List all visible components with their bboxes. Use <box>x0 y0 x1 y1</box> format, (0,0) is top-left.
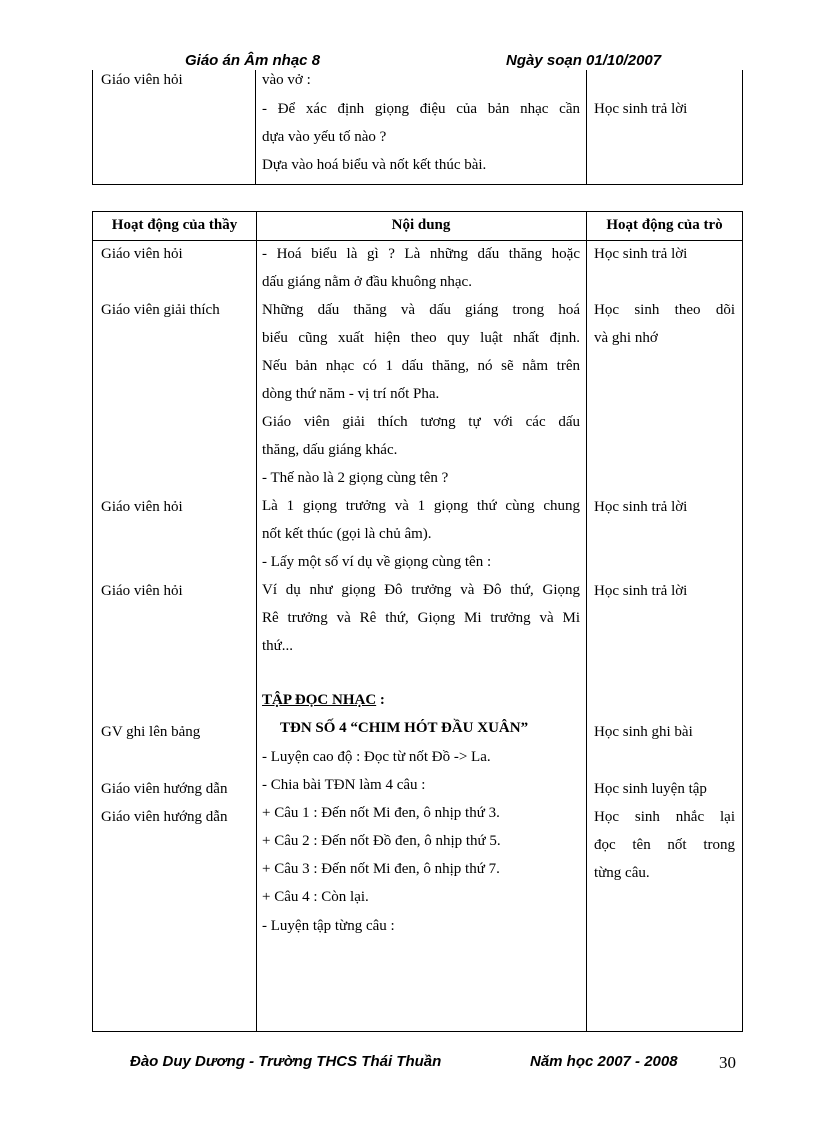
column-header-student: Hoạt động của trò <box>606 217 723 233</box>
content-line: biểu cũng xuất hiện theo quy luật nhất định. <box>262 330 580 346</box>
content-line: Ví dụ như giọng Đô trưởng và Đô thứ, Giọng <box>262 582 580 598</box>
top-content-line: dựa vào yếu tố nào ? <box>262 129 387 145</box>
content-line: - Chia bài TĐN làm 4 câu : <box>262 777 426 793</box>
top-student-cell: Học sinh trả lời <box>594 101 688 117</box>
content-line: dòng thứ năm - vị trí nốt Pha. <box>262 386 440 402</box>
content-line: thứ... <box>262 638 294 654</box>
section-heading <box>262 686 385 714</box>
teacher-cell: Giáo viên hướng dẫn <box>101 809 228 825</box>
page-number: 30 <box>719 1053 736 1072</box>
content-line: thăng, dấu giáng khác. <box>262 442 398 458</box>
top-content-paragraph <box>262 95 580 179</box>
footer-left: Đào Duy Dương - Trường THCS Thái Thuần <box>130 1053 442 1070</box>
top-teacher-cell: Giáo viên hỏi <box>101 72 183 88</box>
teacher-cell: Giáo viên hỏi <box>101 499 183 515</box>
song-title: TĐN SỐ 4 “CHIM HÓT ĐẦU XUÂN” <box>280 720 529 736</box>
content-line: + Câu 3 : Đến nốt Mi đen, ô nhịp thứ 7. <box>262 861 500 877</box>
student-cell: Học sinh trả lời <box>594 583 688 599</box>
content-line: Giáo viên giải thích tương tự với các dấu <box>262 414 580 430</box>
section-heading-colon: : <box>376 692 385 708</box>
teacher-cell: GV ghi lên bảng <box>101 724 201 740</box>
content-line: Những dấu thăng và dấu giáng trong hoá <box>262 302 580 318</box>
header-right: Ngày soạn 01/10/2007 <box>506 52 662 69</box>
student-line: Học sinh nhắc lại <box>594 809 735 825</box>
top-content-line: vào vở : <box>262 72 311 88</box>
student-cell: Học sinh trả lời <box>594 246 688 262</box>
teacher-cell: Giáo viên giải thích <box>101 302 220 318</box>
content-paragraph <box>262 240 580 660</box>
top-content-line: - Để xác định giọng điệu của bản nhạc cần <box>262 101 580 117</box>
content-line: + Câu 4 : Còn lại. <box>262 889 369 905</box>
student-line: đọc tên nốt trong <box>594 837 735 853</box>
student-line: Học sinh theo dõi <box>594 302 735 318</box>
teacher-cell: Giáo viên hướng dẫn <box>101 781 228 797</box>
header-left: Giáo án Âm nhạc 8 <box>185 52 321 69</box>
content-line: Là 1 giọng trưởng và 1 giọng thứ cùng chung <box>262 498 580 514</box>
content-line: dấu giáng nằm ở đầu khuông nhạc. <box>262 274 472 290</box>
student-cell: Học sinh luyện tập <box>594 781 707 797</box>
column-header-teacher: Hoạt động của thầy <box>111 217 238 233</box>
content-line: Nếu bản nhạc có 1 dấu thăng, nó sẽ nằm trên <box>262 358 580 374</box>
content-line: - Lấy một số ví dụ về giọng cùng tên : <box>262 554 492 570</box>
teacher-cell: Giáo viên hỏi <box>101 246 183 262</box>
student-line: và ghi nhớ <box>594 330 658 346</box>
student-cell <box>594 296 735 352</box>
content-line: - Hoá biểu là gì ? Là những dấu thăng hoặc <box>262 246 580 262</box>
content-line: - Luyện tập từng câu : <box>262 918 395 934</box>
student-cell <box>594 803 735 887</box>
student-cell: Học sinh trả lời <box>594 499 688 515</box>
top-content-line: Dựa vào hoá biểu và nốt kết thúc bài. <box>262 157 487 173</box>
column-header-content: Nội dung <box>391 217 451 233</box>
teacher-cell: Giáo viên hỏi <box>101 583 183 599</box>
content-line: - Luyện cao độ : Đọc từ nốt Đồ -> La. <box>262 749 491 765</box>
content-line: - Thế nào là 2 giọng cùng tên ? <box>262 470 449 486</box>
footer-right: Năm học 2007 - 2008 <box>530 1053 678 1070</box>
content-line: + Câu 2 : Đến nốt Đồ đen, ô nhịp thứ 5. <box>262 833 501 849</box>
student-line: từng câu. <box>594 865 650 881</box>
student-cell: Học sinh ghi bài <box>594 724 693 740</box>
section-heading-text: TẬP ĐỌC NHẠC <box>262 692 377 708</box>
content-line: + Câu 1 : Đến nốt Mi đen, ô nhịp thứ 3. <box>262 805 500 821</box>
content-line: nốt kết thúc (gọi là chủ âm). <box>262 526 432 542</box>
content-line: Rê trưởng và Rê thứ, Giọng Mi trưởng và Mi <box>262 610 580 626</box>
